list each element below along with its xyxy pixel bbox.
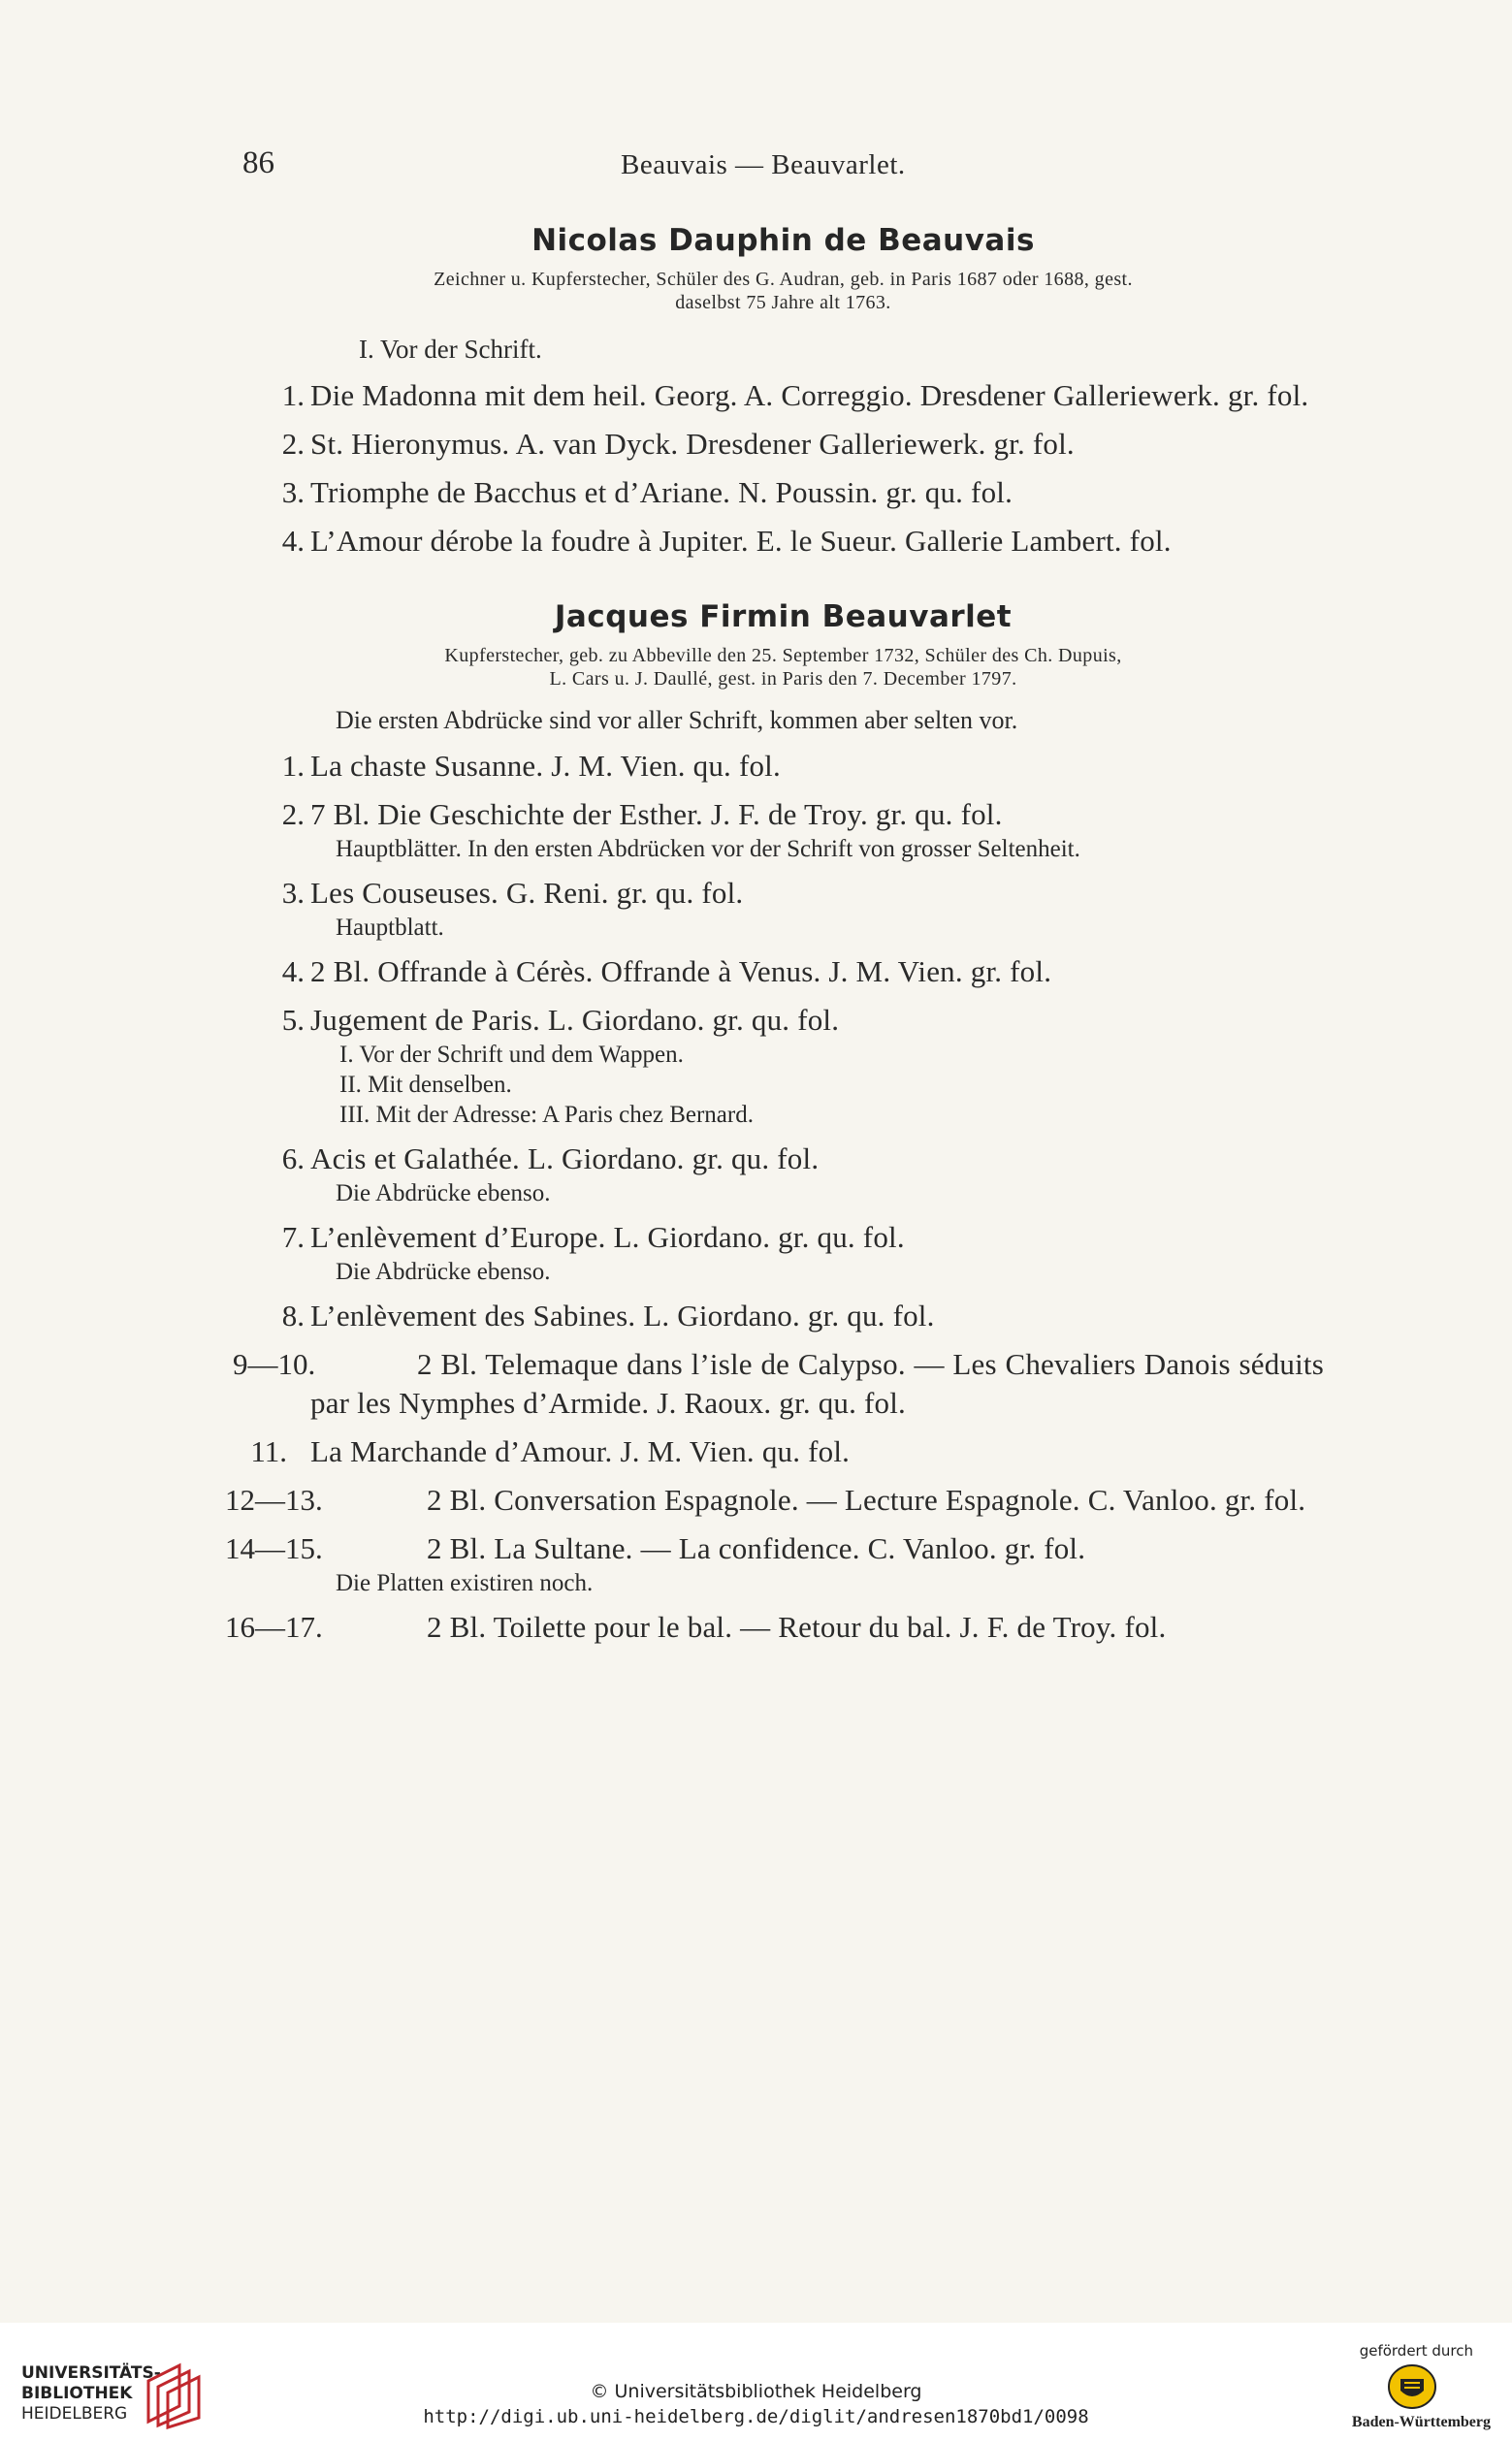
state-line: II. Mit denselben.	[339, 1072, 512, 1098]
entry-number: 1.	[281, 749, 305, 783]
catalog-entry	[225, 1481, 1324, 1520]
entry-remark: Hauptblatt.	[336, 915, 444, 941]
entry-number: 2.	[281, 427, 305, 461]
entry-text: La chaste Susanne. J. M. Vien. qu. fol.	[310, 749, 781, 783]
catalog-entry	[242, 874, 1324, 943]
entry-text: Acis et Galathée. L. Giordano. gr. qu. fol.	[310, 1141, 820, 1175]
entry-number: 8.	[281, 1299, 305, 1333]
copyright-notice: © Universitätsbibliothek Heidelberg	[590, 2381, 922, 2402]
catalog-entry	[242, 425, 1324, 464]
state-line: I. Vor der Schrift und dem Wappen.	[339, 1042, 684, 1068]
entry-text: 2 Bl. Offrande à Cérès. Offrande à Venus. J. M. Vien. gr. fol.	[310, 954, 1052, 988]
entry-number: 2.	[281, 797, 305, 831]
permalink-url[interactable]: http://digi.ub.uni-heidelberg.de/diglit/andresen1870bd1/0098	[423, 2406, 1089, 2427]
page-header	[242, 145, 1328, 194]
entry-number: 9—10.	[233, 1347, 316, 1381]
entry-text: 2 Bl. Conversation Espagnole. — Lecture Espagnole. C. Vanloo. gr. fol.	[427, 1483, 1306, 1517]
entry-text: Die Madonna mit dem heil. Georg. A. Correggio. Dresdener Galleriewerk. gr. fol.	[310, 378, 1309, 412]
entry-number: 3.	[281, 475, 305, 509]
entry-number: 11.	[250, 1434, 287, 1468]
entry-number: 7.	[281, 1220, 305, 1254]
catalog-entry	[242, 376, 1324, 415]
library-line2: BIBLIOTHEK	[21, 2384, 133, 2403]
entry-number: 5.	[281, 1003, 305, 1037]
entry-number: 4.	[281, 524, 305, 558]
entry-text: 2 Bl. Telemaque dans l’isle de Calypso. — Les Chevaliers Danois séduits par les Nymphes d’Armide. J. Raoux. gr. qu. fol.	[310, 1347, 1324, 1420]
bio-beauvarlet-line2: L. Cars u. J. Daullé, gest. in Paris den 7. December 1797.	[549, 668, 1017, 690]
catalog-entry	[242, 1218, 1324, 1287]
bio-beauvais-line1: Zeichner u. Kupferstecher, Schüler des G. Audran, geb. in Paris 1687 oder 1688, gest.	[434, 269, 1133, 290]
state-line: III. Mit der Adresse: A Paris chez Bernard.	[339, 1102, 754, 1128]
entry-remark: Die Platten existiren noch.	[336, 1570, 594, 1596]
baden-wuerttemberg-crest-icon	[1387, 2361, 1437, 2412]
entry-number: 6.	[281, 1141, 305, 1175]
entry-number: 12—13.	[225, 1483, 323, 1517]
catalog-entry	[242, 747, 1324, 786]
digitization-footer	[0, 2323, 1512, 2441]
state-heading: I. Vor der Schrift.	[359, 335, 542, 364]
bio-beauvais-line2: daselbst 75 Jahre alt 1763.	[675, 292, 891, 313]
entry-remark: Die Abdrücke ebenso.	[336, 1180, 551, 1206]
catalog-entry	[242, 1432, 1324, 1471]
catalog-entry	[242, 473, 1324, 512]
entry-number: 16—17.	[225, 1610, 323, 1644]
entry-number: 3.	[281, 876, 305, 910]
running-title: Beauvais — Beauvarlet.	[621, 149, 906, 180]
page-number: 86	[242, 145, 274, 180]
entry-text: 2 Bl. La Sultane. — La confidence. C. Vanloo. gr. fol.	[427, 1531, 1086, 1565]
entry-number: 4.	[281, 954, 305, 988]
entry-text: L’enlèvement des Sabines. L. Giordano. gr. qu. fol.	[310, 1299, 935, 1333]
entry-text: L’enlèvement d’Europe. L. Giordano. gr. qu. fol.	[310, 1220, 905, 1254]
page-content	[225, 223, 1324, 1653]
entry-remark: Die Abdrücke ebenso.	[336, 1259, 551, 1285]
library-line1: UNIVERSITÄTS-	[21, 2363, 161, 2383]
catalog-entry	[242, 1001, 1324, 1130]
entry-text: St. Hieronymus. A. van Dyck. Dresdener Galleriewerk. gr. fol.	[310, 427, 1075, 461]
entry-text: 7 Bl. Die Geschichte der Esther. J. F. de Troy. gr. qu. fol.	[310, 797, 1003, 831]
catalog-entry	[225, 1608, 1324, 1647]
catalog-entry	[242, 795, 1324, 864]
entry-text: 2 Bl. Toilette pour le bal. — Retour du bal. J. F. de Troy. fol.	[427, 1610, 1167, 1644]
entry-text: Jugement de Paris. L. Giordano. gr. qu. fol.	[310, 1003, 840, 1037]
entry-remark: Hauptblätter. In den ersten Abdrücken vor der Schrift von grosser Seltenheit.	[336, 836, 1080, 862]
entry-text: Triomphe de Bacchus et d’Ariane. N. Poussin. gr. qu. fol.	[310, 475, 1013, 509]
library-line3: HEIDELBERG	[21, 2404, 128, 2424]
catalog-entry	[242, 1297, 1324, 1335]
sponsor-name: Baden-Württemberg	[1351, 2414, 1491, 2430]
entry-number: 1.	[281, 378, 305, 412]
section-title-beauvarlet: Jacques Firmin Beauvarlet	[554, 599, 1013, 634]
entry-number: 14—15.	[225, 1531, 323, 1565]
section-title-beauvais: Nicolas Dauphin de Beauvais	[531, 223, 1035, 258]
bio-beauvarlet-line1: Kupferstecher, geb. zu Abbeville den 25. September 1732, Schüler des Ch. Dupuis,	[444, 645, 1122, 666]
catalog-entry	[242, 952, 1324, 991]
catalog-entry	[242, 522, 1324, 561]
intro-note: Die ersten Abdrücke sind vor aller Schrift, kommen aber selten vor.	[336, 706, 1018, 734]
catalog-entry	[225, 1529, 1324, 1598]
sponsor-label: gefördert durch	[1359, 2342, 1473, 2360]
entry-text: Les Couseuses. G. Reni. gr. qu. fol.	[310, 876, 744, 910]
entry-text: L’Amour dérobe la foudre à Jupiter. E. le Sueur. Gallerie Lambert. fol.	[310, 524, 1172, 558]
catalog-entry	[233, 1345, 1324, 1423]
entry-text: La Marchande d’Amour. J. M. Vien. qu. fol.	[310, 1434, 851, 1468]
catalog-entry	[242, 1140, 1324, 1208]
